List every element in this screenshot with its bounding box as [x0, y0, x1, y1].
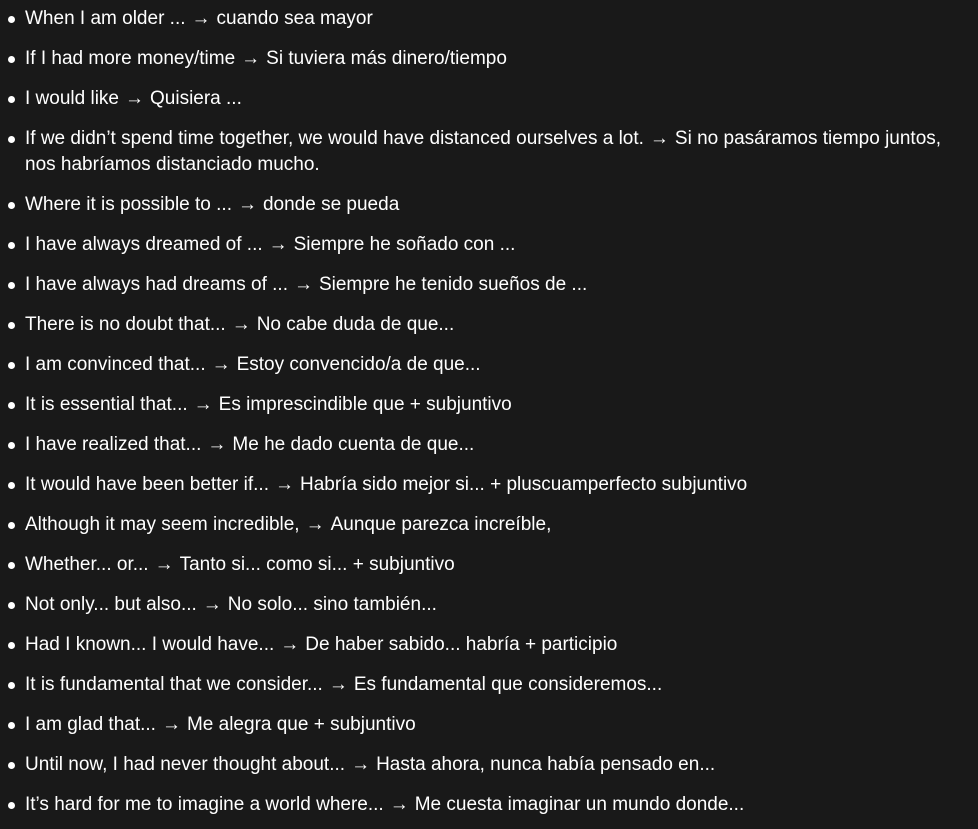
english-phrase: When I am older ... — [25, 8, 186, 29]
english-phrase: Not only... but also... — [25, 594, 197, 615]
bullet-icon — [8, 242, 15, 249]
spanish-phrase: No cabe duda de que... — [256, 314, 455, 335]
english-phrase: It is essential that... — [25, 394, 188, 415]
english-phrase: There is no doubt that... — [25, 314, 226, 335]
english-phrase: I would like — [25, 88, 119, 109]
bullet-icon — [8, 682, 15, 689]
spanish-phrase: Siempre he tenido sueños de ... — [318, 274, 588, 295]
bullet-icon — [8, 402, 15, 409]
spanish-phrase: Hasta ahora, nunca había pensado en... — [376, 754, 716, 775]
english-phrase: I am glad that... — [25, 714, 156, 735]
english-phrase: Whether... or... — [25, 554, 149, 575]
english-phrase: It would have been better if... — [25, 474, 269, 495]
list-item — [0, 192, 978, 218]
list-item — [0, 592, 978, 618]
english-phrase: It is fundamental that we consider... — [25, 674, 323, 695]
arrow-right-icon: → — [241, 48, 261, 69]
arrow-right-icon: → — [275, 474, 294, 495]
english-phrase: Had I known... I would have... — [25, 634, 275, 655]
english-phrase: Until now, I had never thought about... — [25, 754, 346, 775]
english-phrase: It’s hard for me to imagine a world where... — [25, 794, 384, 815]
bullet-icon — [8, 282, 15, 289]
english-phrase: I am convinced that... — [25, 354, 206, 375]
bullet-icon — [8, 202, 15, 209]
arrow-right-icon: → — [161, 714, 181, 735]
list-item — [0, 432, 978, 458]
list-item — [0, 792, 978, 818]
spanish-phrase: Me cuesta imaginar un mundo donde... — [414, 794, 745, 815]
list-item — [0, 392, 978, 418]
english-phrase: Although it may seem incredible, — [25, 514, 300, 535]
spanish-phrase: Me alegra que + subjuntivo — [186, 714, 416, 735]
arrow-right-icon: → — [193, 394, 213, 415]
list-item — [0, 352, 978, 378]
list-item — [0, 712, 978, 738]
spanish-phrase: Tanto si... como si... + subjuntivo — [179, 554, 455, 575]
spanish-phrase: Si no pasáramos tiempo juntos, nos habríamos distanciado mucho. — [25, 128, 942, 175]
bullet-icon — [8, 96, 15, 103]
arrow-right-icon: → — [649, 128, 669, 149]
arrow-right-icon: → — [293, 274, 313, 295]
list-item — [0, 752, 978, 778]
arrow-right-icon: → — [202, 594, 222, 615]
bullet-icon — [8, 136, 15, 143]
list-item — [0, 86, 978, 112]
arrow-right-icon: → — [389, 794, 409, 815]
bullet-icon — [8, 762, 15, 769]
arrow-right-icon: → — [237, 194, 257, 215]
spanish-phrase: Aunque parezca increíble, — [330, 514, 552, 535]
list-item — [0, 512, 978, 538]
spanish-phrase: Es imprescindible que + subjuntivo — [218, 394, 512, 415]
bullet-icon — [8, 642, 15, 649]
list-item — [0, 272, 978, 298]
list-item — [0, 46, 978, 72]
list-item — [0, 672, 978, 698]
bullet-icon — [8, 482, 15, 489]
list-item — [0, 472, 978, 498]
arrow-right-icon: → — [351, 754, 371, 775]
arrow-right-icon: → — [280, 634, 300, 655]
english-phrase: I have always dreamed of ... — [25, 234, 263, 255]
english-phrase: If I had more money/time — [25, 48, 236, 69]
spanish-phrase: donde se pueda — [262, 194, 400, 215]
bullet-icon — [8, 522, 15, 529]
bullet-icon — [8, 56, 15, 63]
english-phrase: I have always had dreams of ... — [25, 274, 288, 295]
list-item — [0, 232, 978, 258]
arrow-right-icon: → — [191, 8, 211, 29]
spanish-phrase: Siempre he soñado con ... — [293, 234, 516, 255]
bullet-icon — [8, 322, 15, 329]
spanish-phrase: No solo... sino también... — [227, 594, 437, 615]
list-item — [0, 632, 978, 658]
arrow-right-icon: → — [211, 354, 231, 375]
arrow-right-icon: → — [328, 674, 348, 695]
bullet-icon — [8, 562, 15, 569]
spanish-phrase: Si tuviera más dinero/tiempo — [266, 48, 507, 69]
arrow-right-icon: → — [154, 554, 174, 575]
english-phrase: If we didn’t spend time together, we would have distanced ourselves a lot. — [25, 128, 644, 149]
spanish-phrase: Habría sido mejor si... + pluscuamperfecto subjuntivo — [300, 474, 748, 495]
arrow-right-icon: → — [207, 434, 227, 455]
phrase-list — [0, 6, 978, 818]
list-item — [0, 6, 978, 32]
spanish-phrase: De haber sabido... habría + participio — [305, 634, 618, 655]
list-item — [0, 552, 978, 578]
bullet-icon — [8, 362, 15, 369]
bullet-icon — [8, 16, 15, 23]
spanish-phrase: Quisiera ... — [150, 88, 242, 109]
arrow-right-icon: → — [305, 514, 325, 535]
spanish-phrase: Me he dado cuenta de que... — [232, 434, 475, 455]
spanish-phrase: cuando sea mayor — [216, 8, 373, 29]
bullet-icon — [8, 602, 15, 609]
bullet-icon — [8, 442, 15, 449]
list-item — [0, 126, 978, 178]
arrow-right-icon: → — [268, 234, 288, 255]
bullet-icon — [8, 802, 15, 809]
bullet-icon — [8, 722, 15, 729]
spanish-phrase: Es fundamental que consideremos... — [353, 674, 663, 695]
english-phrase: I have realized that... — [25, 434, 202, 455]
list-item — [0, 312, 978, 338]
arrow-right-icon: → — [231, 314, 251, 335]
english-phrase: Where it is possible to ... — [25, 194, 232, 215]
arrow-right-icon: → — [125, 88, 144, 109]
spanish-phrase: Estoy convencido/a de que... — [236, 354, 481, 375]
